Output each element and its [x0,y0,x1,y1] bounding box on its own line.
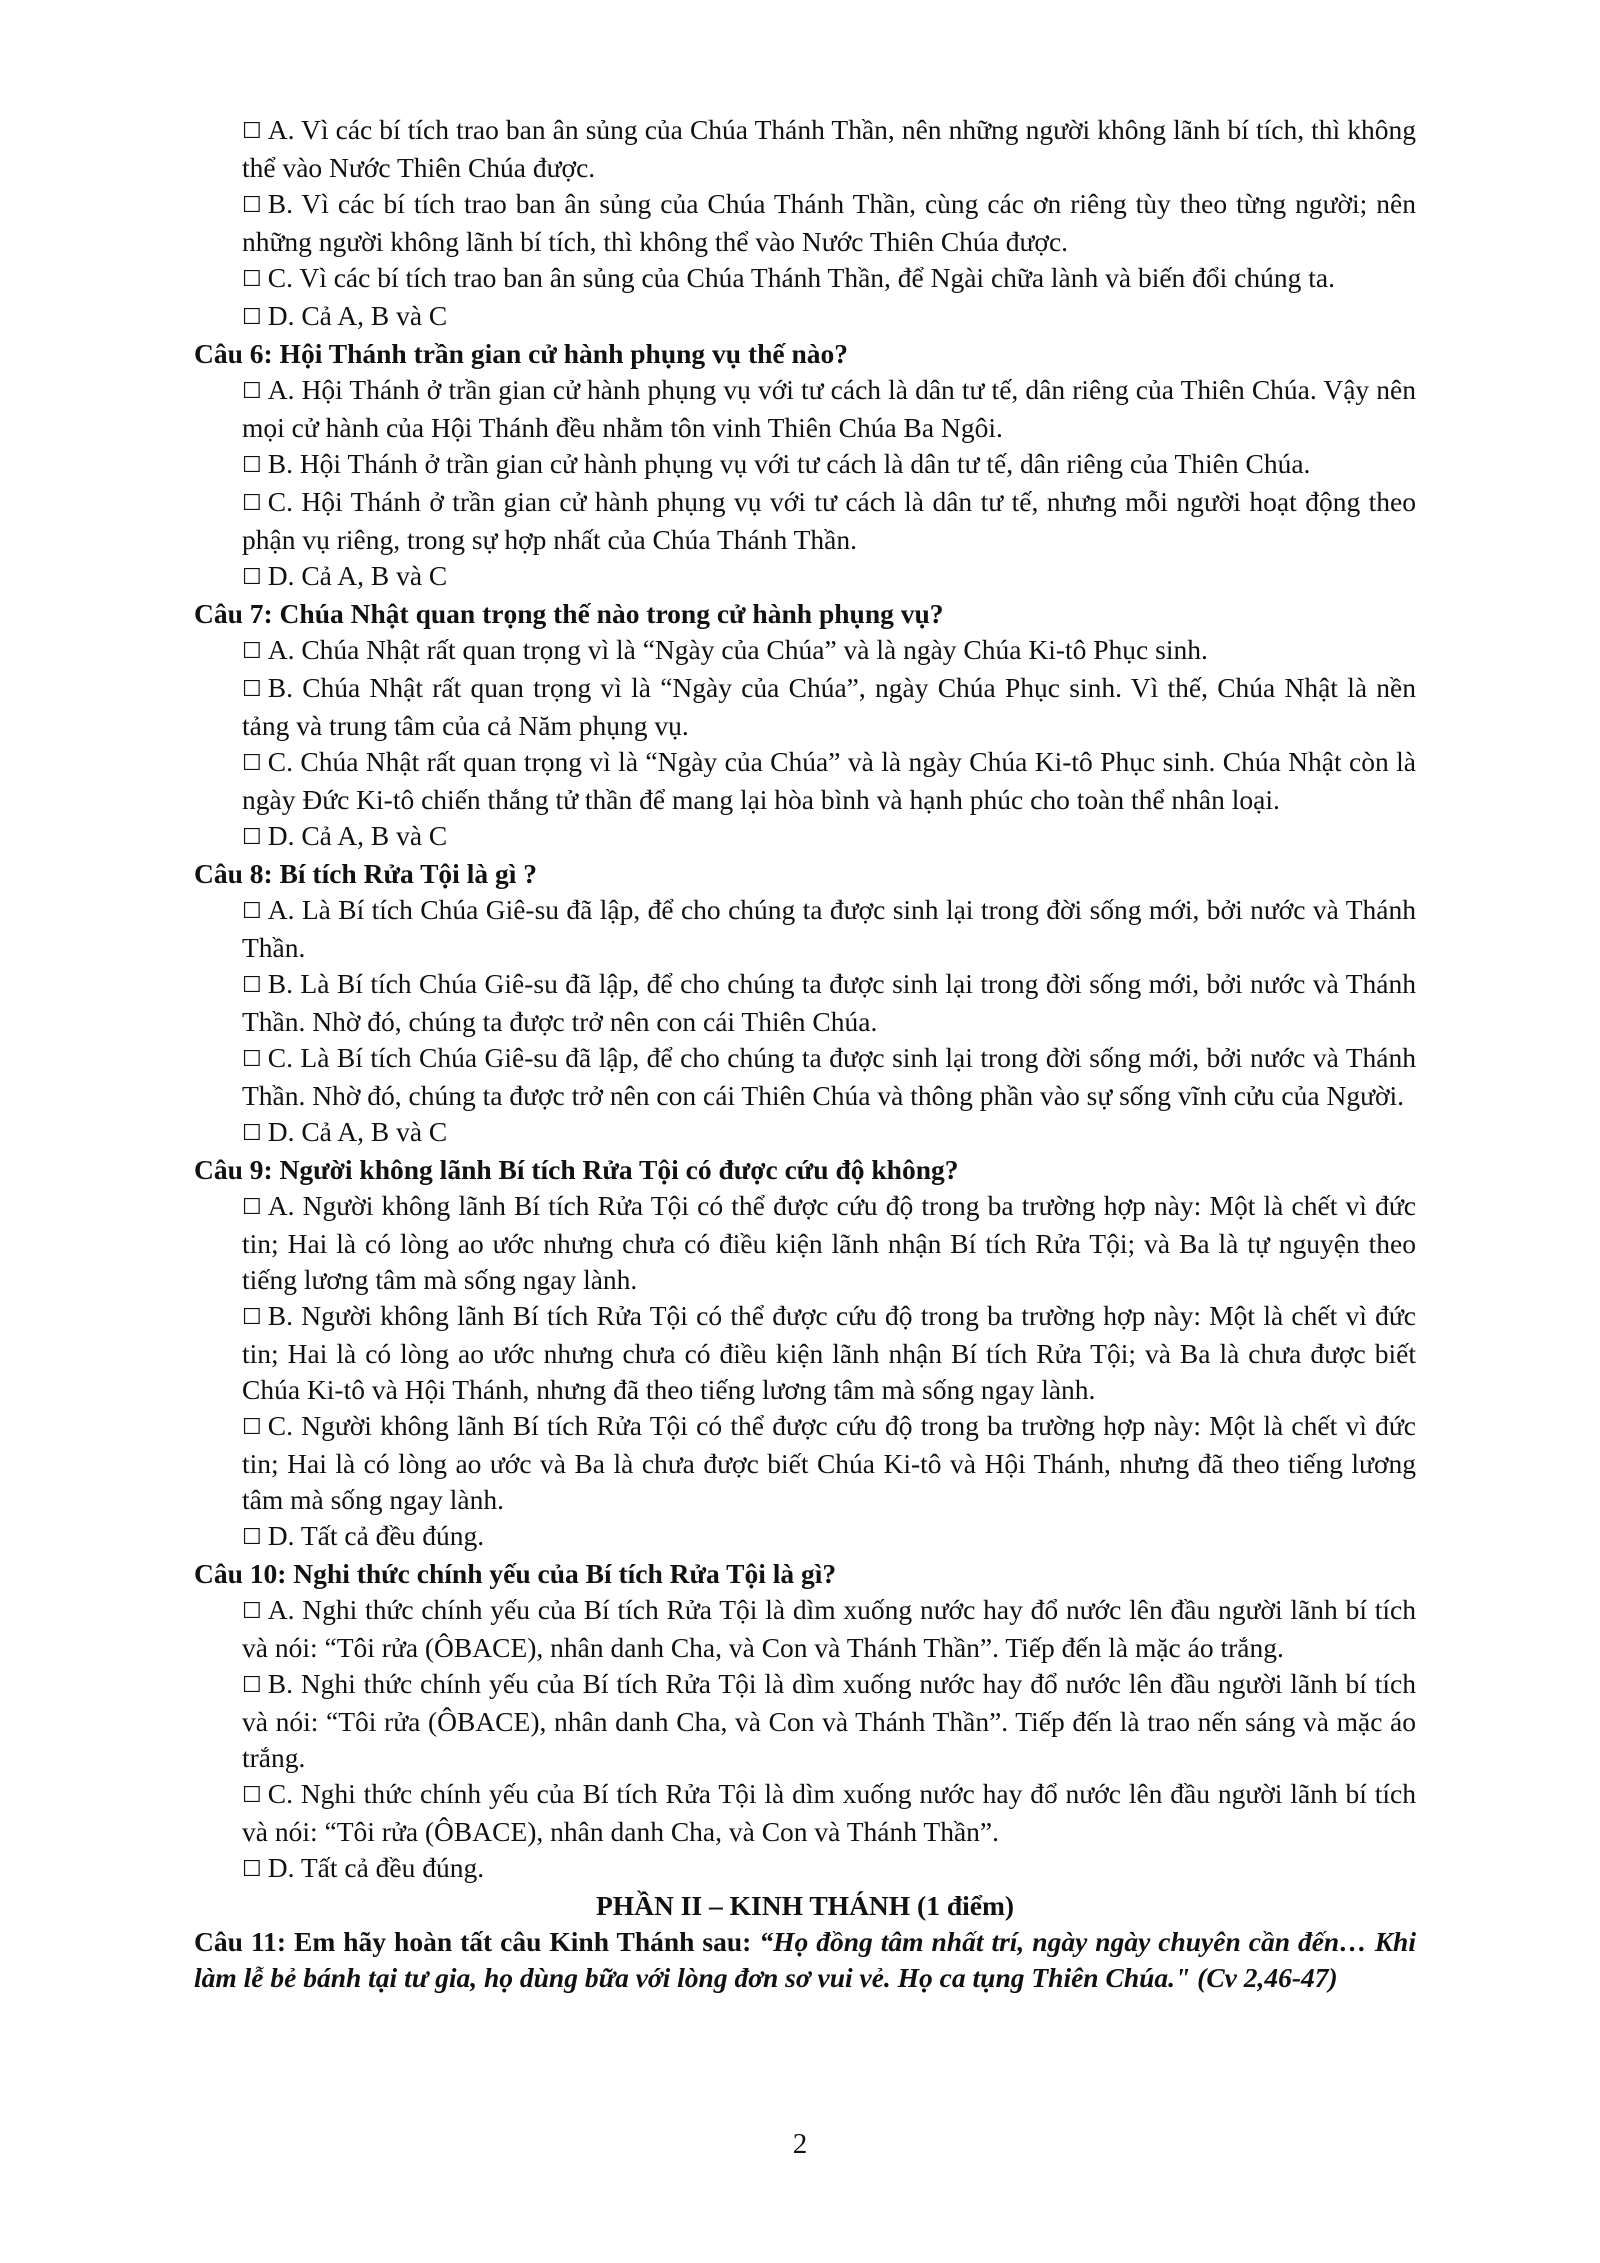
option-text: B. Người không lãnh Bí tích Rửa Tội có thể được cứu độ trong ba trường hợp này: Một là chết vì đức tin; Hai là có lòng ao ước nhưng chưa có điều kiện lãnh nhận Bí tích Rửa Tội; và Ba là chưa được biết Chúa Ki-tô và Hội Thánh, nhưng đã theo tiếng lương tâm mà sống ngay lành. [242,1300,1416,1405]
answer-option[interactable] [242,1408,1416,1518]
answer-option[interactable] [242,186,1416,260]
option-text: A. Là Bí tích Chúa Giê-su đã lập, để cho chúng ta được sinh lại trong đời sống mới, bởi nước và Thánh Thần. [242,894,1416,963]
option-text: B. Chúa Nhật rất quan trọng vì là “Ngày của Chúa”, ngày Chúa Phục sinh. Vì thế, Chúa Nhật là nền tảng và trung tâm của cả Năm phụng vụ. [242,672,1416,741]
answer-option[interactable] [242,892,1416,966]
question-block [194,336,1416,596]
answer-option[interactable] [242,1850,1416,1888]
answer-option[interactable] [242,1114,1416,1152]
option-text: D. Cả A, B và C [267,560,448,591]
page-number: 2 [792,2128,808,2160]
option-text: D. Cả A, B và C [267,300,448,331]
answer-option[interactable] [242,260,1416,298]
question-title: Câu 6: Hội Thánh trần gian cử hành phụng vụ thế nào? [194,338,849,369]
answer-option[interactable] [242,670,1416,744]
answer-option[interactable] [242,818,1416,856]
option-text: C. Người không lãnh Bí tích Rửa Tội có thể được cứu độ trong ba trường hợp này: Một là chết vì đức tin; Hai là có lòng ao ước và Ba là chưa được biết Chúa Ki-tô và Hội Thánh, nhưng đã theo tiếng lương tâm mà sống ngay lành. [242,1410,1416,1515]
checkbox-icon[interactable]: ☐ [242,1121,262,1146]
checkbox-icon[interactable]: ☐ [242,193,262,218]
answer-option[interactable] [242,1776,1416,1850]
checkbox-icon[interactable]: ☐ [242,677,262,702]
checkbox-icon[interactable]: ☐ [242,119,262,144]
answer-option[interactable] [242,1666,1416,1776]
checkbox-icon[interactable]: ☐ [242,751,262,776]
checkbox-icon[interactable]: ☐ [242,1525,262,1550]
checkbox-icon[interactable]: ☐ [242,639,262,664]
option-text: C. Vì các bí tích trao ban ân sủng của Chúa Thánh Thần, để Ngài chữa lành và biến đổi chúng ta. [267,262,1335,293]
checkbox-icon[interactable]: ☐ [242,565,262,590]
checkbox-icon[interactable]: ☐ [242,1673,262,1698]
document-page [194,112,1416,1996]
checkbox-icon[interactable]: ☐ [242,899,262,924]
checkbox-icon[interactable]: ☐ [242,1305,262,1330]
answer-option[interactable] [242,112,1416,186]
checkbox-icon[interactable]: ☐ [242,1047,262,1072]
option-text: B. Nghi thức chính yếu của Bí tích Rửa Tội là dìm xuống nước hay đổ nước lên đầu người lãnh bí tích và nói: “Tôi rửa (ÔBACE), nhân danh Cha, và Con và Thánh Thần”. Tiếp đến là trao nến sáng và mặc áo trắng. [242,1668,1416,1773]
answer-option[interactable] [242,1518,1416,1556]
question-block [194,856,1416,1152]
question-block [194,1152,1416,1556]
checkbox-icon[interactable]: ☐ [242,491,262,516]
answer-option[interactable] [242,1592,1416,1666]
checkbox-icon[interactable]: ☐ [242,973,262,998]
checkbox-icon[interactable]: ☐ [242,379,262,404]
scripture-quote: “Họ đồng tâm nhất trí, ngày ngày chuyên cần đến… Khi làm lễ bẻ bánh tại tư gia, họ dùng bữa với lòng đơn sơ vui vẻ. Họ ca tụng Thiên Chúa." (Cv 2,46-47) [194,1926,1416,1993]
answer-option[interactable] [242,632,1416,670]
option-text: D. Tất cả đều đúng. [267,1852,485,1883]
option-text: A. Vì các bí tích trao ban ân sủng của Chúa Thánh Thần, nên những người không lãnh bí tích, thì không thể vào Nước Thiên Chúa được. [242,114,1416,183]
checkbox-icon[interactable]: ☐ [242,1599,262,1624]
question-title: Câu 7: Chúa Nhật quan trọng thế nào trong cử hành phụng vụ? [194,598,944,629]
option-text: B. Là Bí tích Chúa Giê-su đã lập, để cho chúng ta được sinh lại trong đời sống mới, bởi nước và Thánh Thần. Nhờ đó, chúng ta được trở nên con cái Thiên Chúa. [242,968,1416,1037]
checkbox-icon[interactable]: ☐ [242,305,262,330]
checkbox-icon[interactable]: ☐ [242,1195,262,1220]
option-text: C. Hội Thánh ở trần gian cử hành phụng vụ với tư cách là dân tư tế, nhưng mỗi người hoạt động theo phận vụ riêng, trong sự hợp nhất của Chúa Thánh Thần. [242,486,1416,555]
answer-option[interactable] [242,966,1416,1040]
option-text: B. Vì các bí tích trao ban ân sủng của Chúa Thánh Thần, cùng các ơn riêng tùy theo từng người; nên những người không lãnh bí tích, thì không thể vào Nước Thiên Chúa được. [242,188,1416,257]
question-title: Câu 10: Nghi thức chính yếu của Bí tích Rửa Tội là gì? [194,1558,837,1589]
option-text: A. Nghi thức chính yếu của Bí tích Rửa Tội là dìm xuống nước hay đổ nước lên đầu người lãnh bí tích và nói: “Tôi rửa (ÔBACE), nhân danh Cha, và Con và Thánh Thần”. Tiếp đến là mặc áo trắng. [242,1594,1416,1663]
checkbox-icon[interactable]: ☐ [242,825,262,850]
answer-option[interactable] [242,1188,1416,1298]
checkbox-icon[interactable]: ☐ [242,1857,262,1882]
answer-option[interactable] [242,298,1416,336]
question-block [194,112,1416,336]
answer-option[interactable] [242,1298,1416,1408]
option-text: D. Cả A, B và C [267,1116,448,1147]
answer-option[interactable] [242,484,1416,558]
option-text: A. Người không lãnh Bí tích Rửa Tội có thể được cứu độ trong ba trường hợp này: Một là chết vì đức tin; Hai là có lòng ao ước nhưng chưa có điều kiện lãnh nhận Bí tích Rửa Tội; và Ba là tự nguyện theo tiếng lương tâm mà sống ngay lành. [242,1190,1416,1295]
option-text: C. Nghi thức chính yếu của Bí tích Rửa Tội là dìm xuống nước hay đổ nước lên đầu người lãnh bí tích và nói: “Tôi rửa (ÔBACE), nhân danh Cha, và Con và Thánh Thần”. [242,1778,1416,1847]
checkbox-icon[interactable]: ☐ [242,453,262,478]
question-title: Câu 9: Người không lãnh Bí tích Rửa Tội có được cứu độ không? [194,1154,959,1185]
option-text: C. Chúa Nhật rất quan trọng vì là “Ngày của Chúa” và là ngày Chúa Ki-tô Phục sinh. Chúa Nhật còn là ngày Đức Ki-tô chiến thắng tử thần để mang lại hòa bình và hạnh phúc cho toàn thể nhân loại. [242,746,1416,815]
option-text: D. Tất cả đều đúng. [267,1520,485,1551]
answer-option[interactable] [242,558,1416,596]
option-text: B. Hội Thánh ở trần gian cử hành phụng vụ với tư cách là dân tư tế, dân riêng của Thiên Chúa. [267,448,1311,479]
section-title: PHẦN II – KINH THÁNH (1 điểm) [595,1890,1015,1921]
checkbox-icon[interactable]: ☐ [242,1783,262,1808]
answer-option[interactable] [242,1040,1416,1114]
answer-option[interactable] [242,446,1416,484]
option-text: C. Là Bí tích Chúa Giê-su đã lập, để cho chúng ta được sinh lại trong đời sống mới, bởi nước và Thánh Thần. Nhờ đó, chúng ta được trở nên con cái Thiên Chúa và thông phần vào sự sống vĩnh cửu của Người. [242,1042,1416,1111]
option-text: D. Cả A, B và C [267,820,448,851]
question-title: Câu 8: Bí tích Rửa Tội là gì ? [194,858,537,889]
option-text: A. Hội Thánh ở trần gian cử hành phụng vụ với tư cách là dân tư tế, dân riêng của Thiên Chúa. Vậy nên mọi cử hành của Hội Thánh đều nhằm tôn vinh Thiên Chúa Ba Ngôi. [242,374,1416,443]
answer-option[interactable] [242,372,1416,446]
question-block [194,596,1416,856]
question-11-prompt: Câu 11: Em hãy hoàn tất câu Kinh Thánh sau: [194,1926,760,1957]
checkbox-icon[interactable]: ☐ [242,1415,262,1440]
question-block [194,1556,1416,1888]
option-text: A. Chúa Nhật rất quan trọng vì là “Ngày của Chúa” và là ngày Chúa Ki-tô Phục sinh. [267,634,1208,665]
answer-option[interactable] [242,744,1416,818]
question-11 [194,1924,1416,1996]
checkbox-icon[interactable]: ☐ [242,267,262,292]
